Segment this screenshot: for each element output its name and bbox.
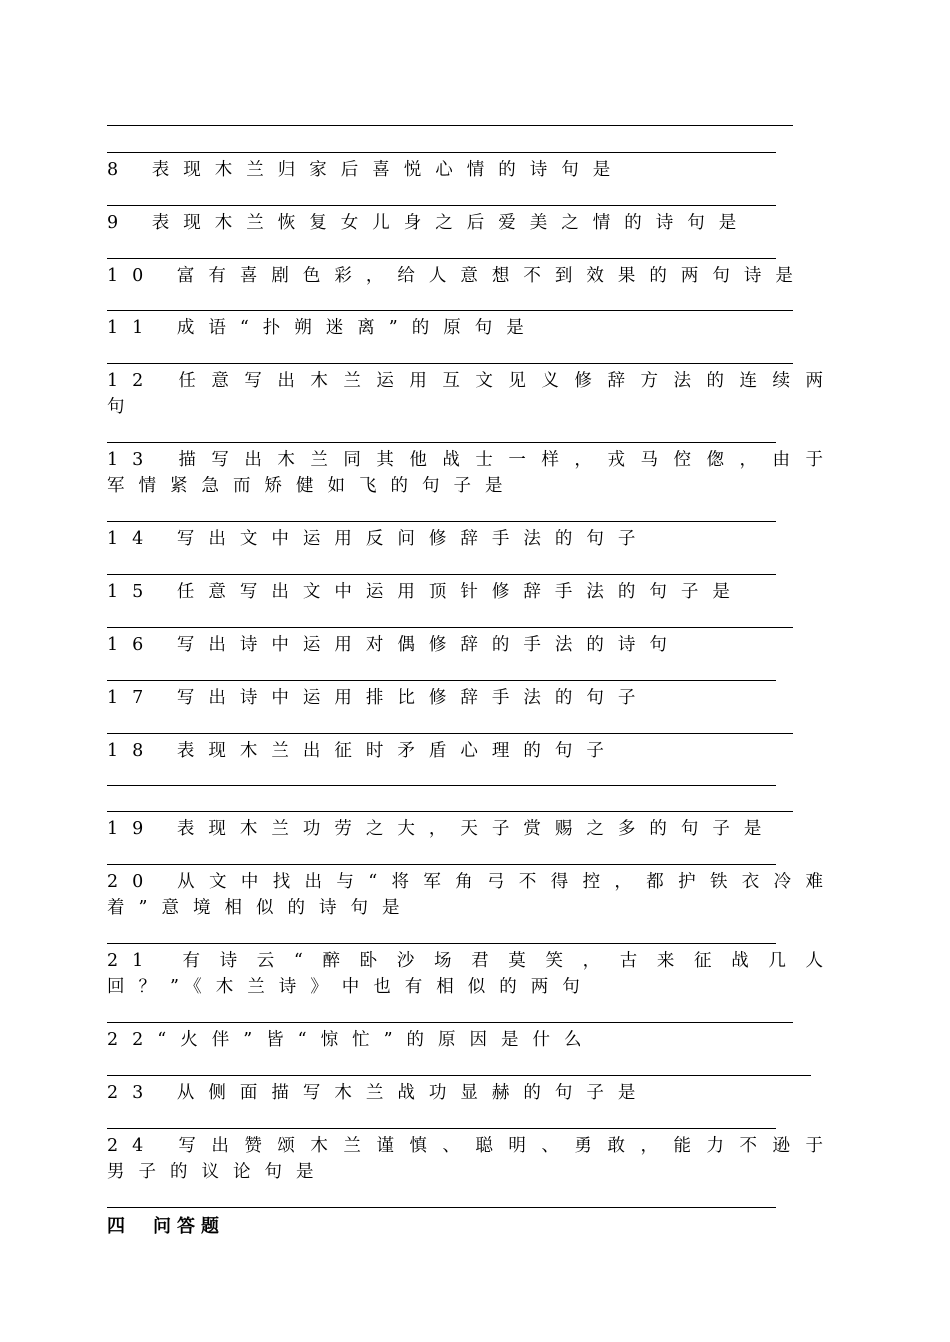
answer-line — [107, 152, 776, 153]
question-21: 21 有诗云“醉卧沙场君莫笑，古来征战几人回？”《木兰诗》中也有相似的两句 — [107, 951, 837, 997]
section-title: 问答题 — [153, 1216, 225, 1237]
answer-line — [107, 785, 776, 786]
question-22: 22“火伴”皆“惊忙”的原因是什么 — [107, 1030, 596, 1050]
question-20: 20 从文中找出与“将军角弓不得控，都护铁衣冷难着”意境相似的诗句是 — [107, 872, 837, 918]
question-19: 19 表现木兰功劳之大，天子赏赐之多的句子是 — [107, 819, 776, 839]
answer-line — [107, 125, 793, 126]
answer-line — [107, 680, 776, 681]
answer-line — [107, 205, 776, 206]
answer-line — [107, 1207, 776, 1208]
question-18: 18 表现木兰出征时矛盾心理的句子 — [107, 741, 618, 761]
answer-line — [107, 943, 776, 944]
question-10: 10 富有喜剧色彩，给人意想不到效果的两句诗是 — [107, 266, 807, 286]
answer-line — [107, 811, 793, 812]
answer-line — [107, 442, 776, 443]
question-8: 8 表现木兰归家后喜悦心情的诗句是 — [107, 160, 625, 180]
answer-line — [107, 521, 776, 522]
question-13: 13 描写出木兰同其他战士一样，戎马倥偬，由于军情紧急而矫健如飞的句子是 — [107, 450, 837, 496]
question-16: 16 写出诗中运用对偶修辞的手法的诗句 — [107, 635, 681, 655]
answer-line — [107, 627, 793, 628]
question-12: 12 任意写出木兰运用互文见义修辞方法的连续两句 — [107, 371, 837, 417]
answer-line — [107, 258, 776, 259]
answer-line — [107, 310, 793, 311]
answer-line — [107, 864, 776, 865]
question-14: 14 写出文中运用反问修辞手法的句子 — [107, 529, 650, 549]
answer-line — [107, 574, 776, 575]
question-23: 23 从侧面描写木兰战功显赫的句子是 — [107, 1083, 650, 1103]
question-9: 9 表现木兰恢复女儿身之后爱美之情的诗句是 — [107, 213, 751, 233]
section-heading — [107, 1212, 225, 1238]
answer-line — [107, 363, 793, 364]
question-15: 15 任意写出文中运用顶针修辞手法的句子是 — [107, 582, 744, 602]
question-17: 17 写出诗中运用排比修辞手法的句子 — [107, 688, 650, 708]
section-number: 四 — [107, 1216, 131, 1237]
answer-line — [107, 1128, 776, 1129]
answer-line — [107, 733, 793, 734]
answer-line — [107, 1075, 811, 1076]
question-24: 24 写出赞颂木兰谨慎、聪明、勇敢，能力不逊于男子的议论句是 — [107, 1136, 837, 1182]
answer-line — [107, 1022, 793, 1023]
question-11: 11 成语“扑朔迷离”的原句是 — [107, 318, 538, 338]
